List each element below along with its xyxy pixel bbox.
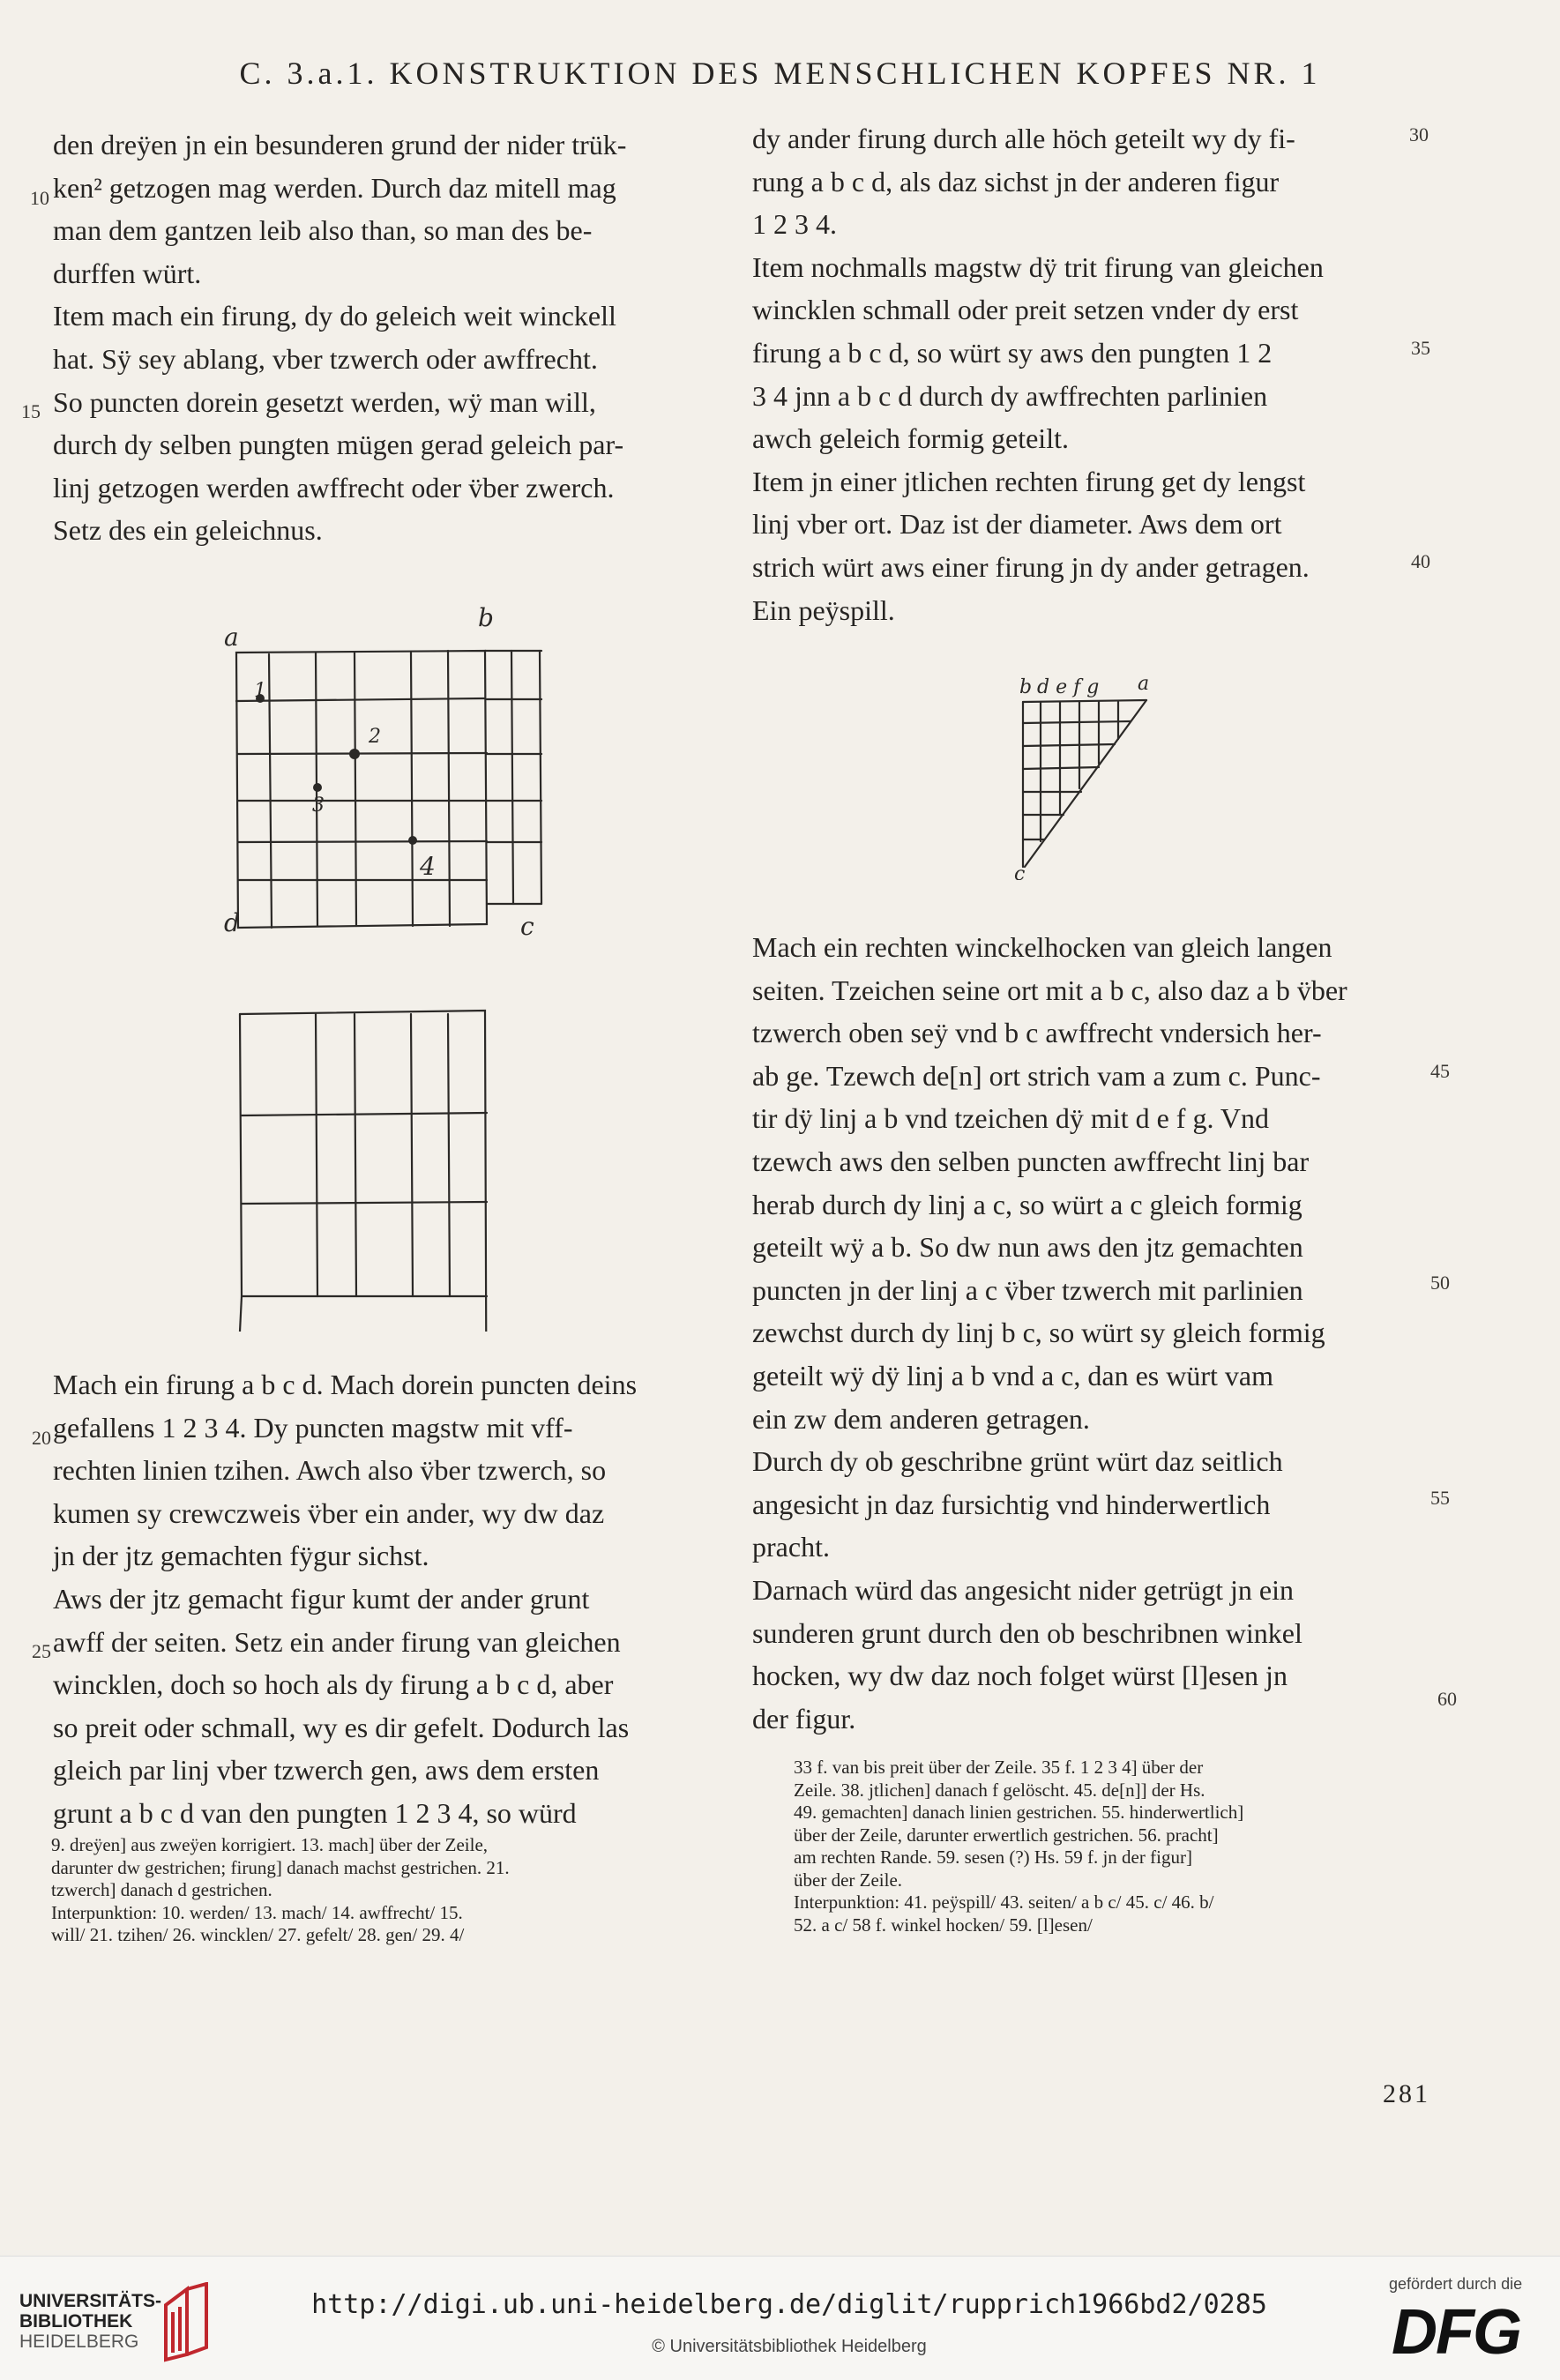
text-line: den dreÿen jn ein besunderen grund der nider trük- xyxy=(53,129,627,160)
text-line: rung a b c d, als daz sichst jn der anderen figur xyxy=(752,165,1280,198)
text-line: linj vber ort. Daz ist der diameter. Aws dem ort xyxy=(752,508,1282,541)
text-line: der figur. xyxy=(752,1702,856,1735)
line-number: 55 xyxy=(1430,1487,1450,1509)
text-line: Setz des ein geleichnus. xyxy=(53,514,323,547)
text-line: 1 2 3 4. xyxy=(752,208,837,241)
apparatus-notes-left xyxy=(51,1834,510,1947)
label-c: c xyxy=(1014,863,1026,880)
text-line: durch dy selben pungten mügen gerad geleich par- xyxy=(53,429,624,461)
text-line: geteilt wÿ a b. So dw nun aws den jtz gemachten xyxy=(752,1231,1303,1264)
label-1: 1 xyxy=(254,680,266,702)
text-line: gefallens 1 2 3 4. Dy puncten magstw mit vff- xyxy=(53,1411,573,1444)
line-number: 50 xyxy=(1430,1272,1450,1294)
text-line: so preit oder schmall, wy es dir gefelt. Dodurch las xyxy=(53,1711,630,1743)
right-column-upper xyxy=(752,117,1422,631)
left-column-lower xyxy=(53,1363,723,1835)
dfg-logo: DFG xyxy=(1392,2297,1520,2368)
line-number: 30 xyxy=(1409,123,1429,145)
label-defg: d e f g xyxy=(1037,676,1100,698)
right-column-lower xyxy=(752,926,1422,1740)
text-line: Mach ein firung a b c d. Mach dorein puncten deins xyxy=(53,1369,638,1400)
text-line: gleich par linj vber tzwerch gen, aws dem ersten xyxy=(53,1754,600,1787)
text-line: man dem gantzen leib also than, so man des be- xyxy=(53,214,593,247)
note-line: tzwerch] danach d gestrichen. xyxy=(51,1879,272,1900)
text-line: wincklen, doch so hoch als dy firung a b c d, aber xyxy=(53,1668,614,1701)
line-number: 15 xyxy=(21,400,41,422)
note-line: 49. gemachten] danach linien gestrichen. 55. hinderwertlich] xyxy=(794,1802,1244,1823)
label-a: a xyxy=(224,623,239,652)
text-line: puncten jn der linj a c v̈ber tzwerch mit parlinien xyxy=(752,1273,1303,1306)
note-line: 52. a c/ 58 f. winkel hocken/ 59. [l]esen/ xyxy=(794,1914,1093,1936)
line-number: 25 xyxy=(32,1640,51,1662)
text-line: herab durch dy linj a c, so würt a c gleich formig xyxy=(752,1188,1302,1220)
note-line: Interpunktion: 41. peÿspill/ 43. seiten/ a b c/ 45. c/ 46. b/ xyxy=(794,1891,1214,1913)
text-line: pracht. xyxy=(752,1531,830,1563)
running-header: C. 3.a.1. KONSTRUKTION DES MENSCHLICHEN KOPFES NR. 1 xyxy=(239,56,1321,91)
text-line: strich würt aws einer firung jn dy ander getragen. xyxy=(752,550,1310,583)
text-line: geteilt wÿ dÿ linj a b vnd a c, dan es würt vam xyxy=(752,1359,1273,1391)
text-line: Mach ein rechten winckelhocken van gleich langen xyxy=(752,931,1332,963)
figure-grid-construction xyxy=(220,600,591,1332)
line-number: 20 xyxy=(32,1427,51,1449)
library-line-3: HEIDELBERG xyxy=(19,2332,139,2352)
line-number: 10 xyxy=(30,187,49,209)
text-line: zewchst durch dy linj b c, so würt sy gleich formig xyxy=(752,1317,1325,1349)
text-line: Aws der jtz gemacht figur kumt der ander grunt xyxy=(53,1582,590,1615)
text-line: Ein peÿspill. xyxy=(752,593,895,626)
library-logo-icon xyxy=(160,2282,213,2363)
label-b: b xyxy=(478,603,494,632)
text-line: Item jn einer jtlichen rechten firung get dy lengst xyxy=(752,465,1306,497)
text-line: Item mach ein firung, dy do geleich weit winckell xyxy=(53,300,616,332)
line-number: 60 xyxy=(1437,1688,1457,1710)
label-3: 3 xyxy=(312,795,325,817)
text-line: Item nochmalls magstw dÿ trit firung van gleichen xyxy=(752,250,1324,283)
page-number: 281 xyxy=(1383,2079,1430,2108)
text-line: wincklen schmall oder preit setzen vnder dy erst xyxy=(752,294,1299,326)
library-line-1: UNIVERSITÄTS- xyxy=(19,2291,162,2311)
left-column-upper xyxy=(53,123,723,552)
library-name xyxy=(19,2291,161,2352)
text-line: jn der jtz gemachten fÿgur sichst. xyxy=(53,1540,429,1572)
text-line: rechten linien tzihen. Awch also v̈ber tzwerch, so xyxy=(53,1454,607,1487)
text-line: seiten. Tzeichen seine ort mit a b c, also daz a b v̈ber xyxy=(752,974,1347,1006)
figure-angle-construction xyxy=(1014,668,1173,880)
line-number: 35 xyxy=(1411,337,1430,359)
label-4: 4 xyxy=(420,852,436,881)
label-a: a xyxy=(1138,673,1150,695)
library-line-2: BIBLIOTHEK xyxy=(19,2311,133,2332)
text-line: ein zw dem anderen getragen. xyxy=(752,1402,1090,1435)
note-line: über der Zeile. xyxy=(794,1869,903,1891)
text-line: durffen würt. xyxy=(53,257,202,289)
text-line: hocken, wy dw daz noch folget würst [l]esen jn xyxy=(752,1660,1288,1692)
text-line: grunt a b c d van den pungten 1 2 3 4, so würd xyxy=(53,1796,577,1829)
text-line: Durch dy ob geschribne grünt würt daz seitlich xyxy=(752,1445,1283,1478)
label-d: d xyxy=(224,908,240,937)
label-2: 2 xyxy=(369,726,381,748)
text-line: sunderen grunt durch den ob beschribnen winkel xyxy=(752,1616,1302,1649)
text-line: tzwerch oben seÿ vnd b c awffrecht vndersich her- xyxy=(752,1017,1322,1049)
funder-caption: gefördert durch die xyxy=(1389,2275,1523,2293)
note-line: über der Zeile, darunter erwertlich gestrichen. 56. pracht] xyxy=(794,1824,1219,1846)
note-line: am rechten Rande. 59. sesen (?) Hs. 59 f. jn der figur] xyxy=(794,1847,1192,1868)
note-line: darunter dw gestrichen; firung] danach machst gestrichen. 21. xyxy=(51,1856,510,1878)
text-line: awch geleich formig geteilt. xyxy=(752,422,1069,455)
text-line: ken² getzogen mag werden. Durch daz mitell mag xyxy=(53,171,616,204)
note-line: will/ 21. tzihen/ 26. wincklen/ 27. gefelt/ 28. gen/ 29. 4/ xyxy=(51,1924,465,1945)
text-line: awff der seiten. Setz ein ander firung van gleichen xyxy=(53,1625,621,1658)
text-line: ab ge. Tzewch de[n] ort strich vam a zum c. Punc- xyxy=(752,1059,1321,1092)
line-number: 40 xyxy=(1411,550,1430,572)
text-line: So puncten dorein gesetzt werden, wÿ man will, xyxy=(53,385,596,418)
copyright-notice: © Universitätsbibliothek Heidelberg xyxy=(652,2337,927,2356)
apparatus-notes-right xyxy=(794,1757,1243,1936)
line-number: 45 xyxy=(1430,1060,1450,1082)
text-line: dy ander firung durch alle höch geteilt wy dy fi- xyxy=(752,123,1295,154)
text-line: 3 4 jnn a b c d durch dy awffrechten parlinien xyxy=(752,379,1268,412)
label-c: c xyxy=(520,912,534,941)
text-line: kumen sy crewczweis v̈ber ein ander, wy dw daz xyxy=(53,1496,605,1529)
text-line: firung a b c d, so würt sy aws den pungten 1 2 xyxy=(752,336,1273,369)
text-line: linj getzogen werden awffrecht oder v̈ber zwerch. xyxy=(53,471,615,504)
text-line: tzewch aws den selben puncten awffrecht linj bar xyxy=(752,1145,1310,1177)
text-line: Darnach würd das angesicht nider getrügt jn ein xyxy=(752,1573,1295,1606)
note-line: Zeile. 38. jtlichen] danach f gelöscht. 45. de[n]] der Hs. xyxy=(794,1779,1205,1801)
note-line: Interpunktion: 10. werden/ 13. mach/ 14. awffrecht/ 15. xyxy=(51,1901,463,1923)
text-line: hat. Sÿ sey ablang, vber tzwerch oder awffrecht. xyxy=(53,342,598,375)
label-b: b xyxy=(1019,676,1033,698)
note-line: 9. dreÿen] aus zweÿen korrigiert. 13. mach] über der Zeile, xyxy=(51,1834,489,1855)
text-line: angesicht jn daz fursichtig vnd hinderwertlich xyxy=(752,1488,1271,1520)
permalink-url[interactable]: http://digi.ub.uni-heidelberg.de/diglit/rupprich1966bd2/0285 xyxy=(311,2289,1267,2320)
note-line: 33 f. van bis preit über der Zeile. 35 f. 1 2 3 4] über der xyxy=(794,1757,1204,1778)
text-line: tir dÿ linj a b vnd tzeichen dÿ mit d e f g. Vnd xyxy=(752,1102,1269,1135)
